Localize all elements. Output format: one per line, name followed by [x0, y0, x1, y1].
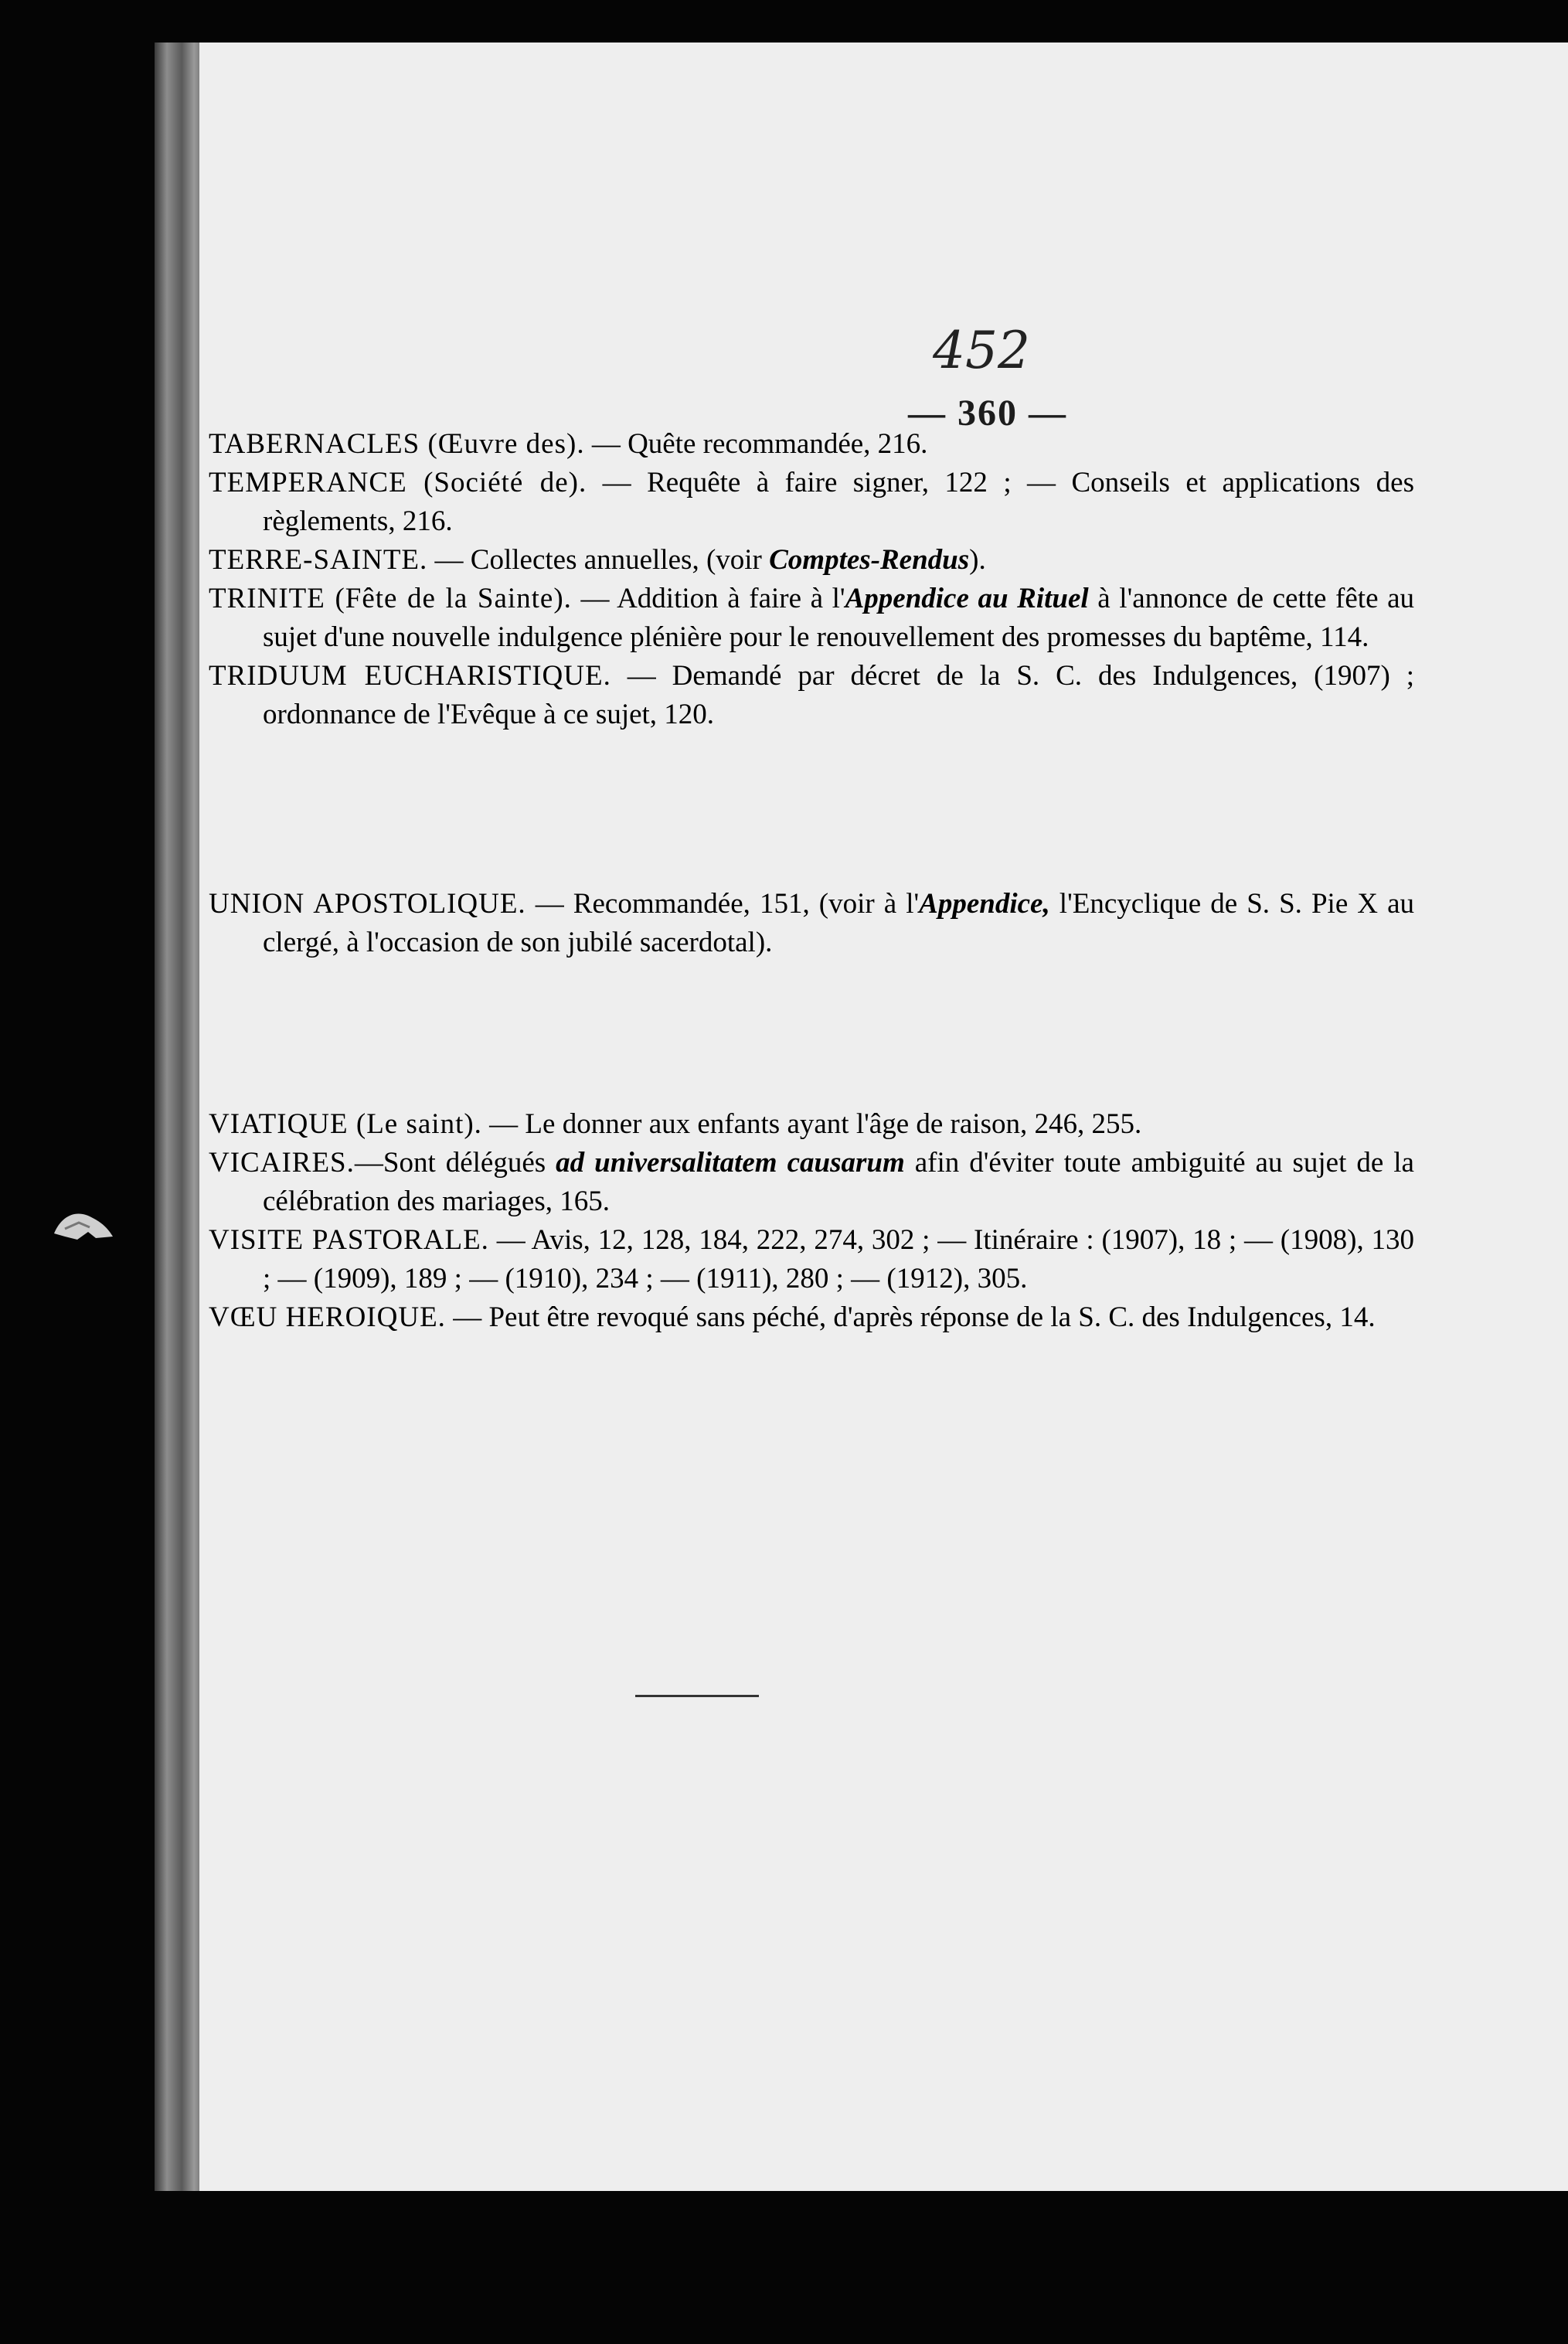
entry-reference: Comptes-Rendus	[769, 544, 970, 576]
book-binding-edge	[155, 43, 204, 2191]
entry-text: — Collectes annuelles, (voir	[427, 544, 770, 576]
entry-text-tail: afin d'éviter toute ambiguité au sujet de la célébration des mariages, 165.	[263, 1147, 1414, 1217]
entry-text: — Requête à faire signer, 122 ; — Conseils et applications des règlements, 216.	[263, 467, 1414, 537]
entry-text: — Avis, 12, 128, 184, 222, 274, 302 ; — Itinéraire : (1907), 18 ; — (1908), 130 ; — (1909), 189 ; — (1910), 234 ; — (1911), 280 ; — (1912), 305.	[263, 1224, 1414, 1294]
index-entry-viatique	[209, 1105, 1414, 1144]
entry-text: — Quête recommandée, 216.	[584, 428, 928, 460]
index-entry-trinite	[209, 580, 1414, 657]
entry-heading: TRIDUUM EUCHARISTIQUE.	[209, 660, 611, 692]
index-entry-union-apostolique	[209, 885, 1414, 962]
entry-heading: VIATIQUE (Le saint).	[209, 1108, 482, 1140]
entry-heading: TABERNACLES (Œuvre des).	[209, 428, 585, 460]
entry-text: — Demandé par décret de la S. C. des Indulgences, (1907) ; ordonnance de l'Evêque à ce sujet, 120.	[263, 660, 1414, 730]
index-entry-visite-pastorale	[209, 1221, 1414, 1298]
index-section-u	[209, 885, 1414, 962]
entry-heading: VISITE PASTORALE.	[209, 1224, 489, 1256]
index-entry-voeu-heroique	[209, 1298, 1414, 1337]
entry-reference: Appendice,	[919, 888, 1050, 920]
index-entry-vicaires	[209, 1144, 1414, 1221]
entry-text: — Recommandée, 151, (voir à l'	[526, 888, 920, 920]
index-entry-triduum	[209, 657, 1414, 734]
entry-text: — Addition à faire à l'	[571, 583, 845, 614]
index-entry-temperance	[209, 464, 1414, 541]
handwritten-page-number: 452	[933, 321, 1030, 380]
index-entry-terre-sainte	[209, 541, 1414, 580]
entry-text: —Sont délégués	[354, 1147, 556, 1179]
entry-heading: VICAIRES.	[209, 1147, 355, 1179]
entry-heading: VŒU HEROIQUE.	[209, 1301, 446, 1333]
closing-rule	[635, 1695, 759, 1697]
entry-text-tail: à l'annonce de cette fête au sujet d'une nouvelle indulgence plénière pour le renouvellement des promesses du baptême, 114.	[263, 583, 1415, 653]
entry-reference: ad universalitatem causarum	[556, 1147, 905, 1179]
entry-heading: TRINITE (Fête de la Sainte).	[209, 583, 572, 614]
entry-heading: TEMPERANCE (Société de).	[209, 467, 587, 498]
entry-reference: Appendice au Rituel	[845, 583, 1089, 614]
margin-stamp-mark	[48, 1198, 117, 1252]
printed-page-number: — 360 —	[908, 393, 1067, 434]
entry-heading: TERRE-SAINTE.	[209, 544, 428, 576]
entry-text-tail: l'Encyclique de S. S. Pie X au clergé, à l'occasion de son jubilé sacerdotal).	[263, 888, 1414, 958]
entry-text-tail: ).	[969, 544, 986, 576]
entry-text: — Peut être revoqué sans péché, d'après réponse de la S. C. des Indulgences, 14.	[445, 1301, 1376, 1333]
entry-text: — Le donner aux enfants ayant l'âge de raison, 246, 255.	[481, 1108, 1142, 1140]
index-section-t	[209, 425, 1414, 734]
index-section-v	[209, 1105, 1414, 1337]
entry-heading: UNION APOSTOLIQUE.	[209, 888, 526, 920]
index-entry-tabernacles	[209, 425, 1414, 464]
